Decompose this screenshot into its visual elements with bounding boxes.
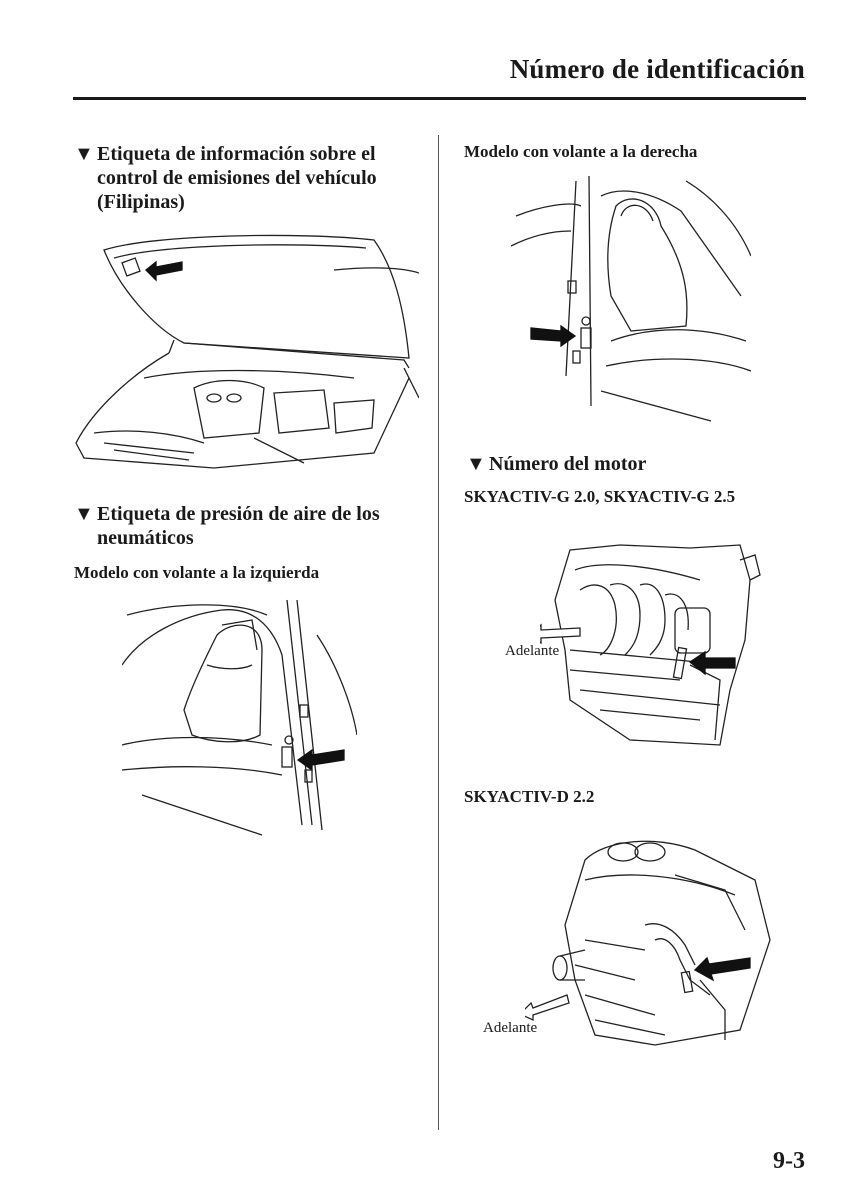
forward-label-engine1: Adelante (505, 643, 560, 659)
section-heading-emissions (74, 142, 419, 214)
column-divider (438, 135, 439, 1130)
lhd-caption: Modelo con volante a la izquierda (74, 563, 320, 582)
section-heading-tire-pressure (74, 502, 419, 550)
header-rule (73, 97, 806, 100)
lhd-door-pillar-figure (122, 595, 357, 840)
page-title: Número de identificación (509, 54, 805, 84)
rhd-door-pillar-figure (511, 176, 751, 426)
section-heading-tire-pressure-text: Etiqueta de presión de aire de los neumáticos (97, 503, 380, 549)
engine2-caption: SKYACTIV-D 2.2 (464, 787, 595, 806)
skyactiv-d-engine-figure (525, 830, 785, 1055)
page-number: 9-3 (773, 1148, 805, 1174)
skyactiv-g-engine-figure (540, 540, 770, 755)
section-heading-engine-number-text: Número del motor (489, 453, 647, 475)
hood-emission-label-figure (74, 228, 419, 473)
section-heading-engine-number (466, 452, 806, 476)
forward-label-engine2: Adelante (483, 1020, 538, 1036)
triangle-marker-icon: ▼ (74, 503, 94, 525)
triangle-marker-icon: ▼ (466, 453, 486, 475)
rhd-caption: Modelo con volante a la derecha (464, 142, 698, 161)
section-heading-emissions-text: Etiqueta de información sobre el control de emisiones del vehículo (Filipinas) (97, 143, 377, 213)
engine1-caption: SKYACTIV-G 2.0, SKYACTIV-G 2.5 (464, 487, 736, 506)
triangle-marker-icon: ▼ (74, 143, 94, 165)
